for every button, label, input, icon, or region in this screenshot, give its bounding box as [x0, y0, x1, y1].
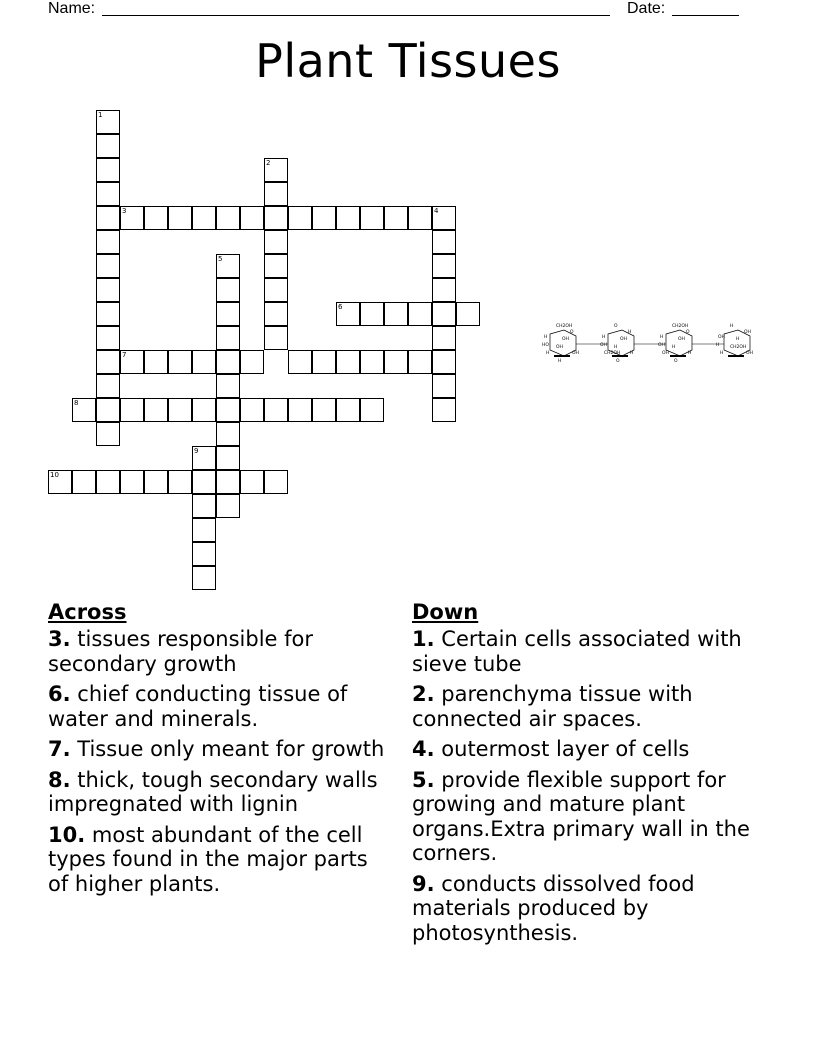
crossword-cell[interactable]: [96, 302, 120, 326]
molecule-label: H: [630, 351, 634, 356]
molecule-label: H: [602, 335, 606, 340]
molecule-label: H: [660, 335, 664, 340]
crossword-cell[interactable]: [96, 326, 120, 350]
crossword-cell[interactable]: [96, 110, 120, 134]
clue-number: 4.: [412, 737, 435, 761]
clue-text: outermost layer of cells: [441, 737, 690, 761]
crossword-cell[interactable]: [408, 302, 432, 326]
clue-number: 3: [122, 207, 127, 215]
molecule-label: CH2OH: [730, 345, 747, 350]
molecule-label: OH: [662, 351, 669, 356]
molecule-label: H: [736, 337, 740, 342]
crossword-cell[interactable]: [96, 134, 120, 158]
crossword-cell[interactable]: [432, 206, 456, 230]
crossword-cell[interactable]: [312, 398, 336, 422]
clue-number: 4: [434, 207, 439, 215]
clue-number: 9: [194, 447, 199, 455]
crossword-cell[interactable]: [192, 566, 216, 590]
across-clue: [48, 682, 393, 731]
crossword-cell[interactable]: [144, 206, 168, 230]
molecule-label: OH: [556, 345, 563, 350]
clue-text: thick, tough secondary walls impregnated with lignin: [48, 767, 378, 816]
crossword-cell[interactable]: [216, 254, 240, 278]
crossword-cell[interactable]: [72, 398, 96, 422]
crossword-cell[interactable]: [216, 278, 240, 302]
clue-text: chief conducting tissue of water and minerals.: [48, 682, 348, 731]
across-clue: [48, 737, 393, 762]
down-heading: Down: [412, 600, 479, 624]
clue-number: 7: [122, 351, 127, 359]
molecule-label: OH: [562, 337, 569, 342]
crossword-cell[interactable]: [360, 206, 384, 230]
crossword-cell[interactable]: [384, 302, 408, 326]
molecule-label: O: [616, 359, 620, 364]
clue-number: 10.: [48, 822, 86, 847]
crossword-cell[interactable]: [216, 374, 240, 398]
molecule-label: OH: [744, 330, 751, 335]
across-clue: [48, 627, 393, 676]
crossword-cell[interactable]: [192, 518, 216, 542]
crossword-cell[interactable]: [312, 350, 336, 374]
crossword-cell[interactable]: [168, 470, 192, 494]
molecule-label: OH: [678, 337, 685, 342]
crossword-cell[interactable]: [264, 398, 288, 422]
clue-number: 7.: [48, 737, 71, 761]
crossword-cell[interactable]: [96, 254, 120, 278]
down-clue: [412, 872, 757, 946]
crossword-cell[interactable]: [96, 182, 120, 206]
crossword-cell[interactable]: [336, 398, 360, 422]
crossword-cell[interactable]: [216, 350, 240, 374]
crossword-cell[interactable]: [264, 302, 288, 326]
molecule-label: H: [720, 351, 724, 356]
crossword-cell[interactable]: [408, 206, 432, 230]
clue-number: 3.: [48, 627, 71, 651]
molecule-label: O: [686, 330, 690, 335]
polysaccharide-structure-figure: [532, 320, 772, 380]
clue-number: 6: [338, 303, 343, 311]
crossword-cell[interactable]: [96, 206, 120, 230]
crossword-cell[interactable]: [264, 230, 288, 254]
clue-number: 2: [266, 159, 271, 167]
clue-number: 8: [74, 399, 79, 407]
crossword-cell[interactable]: [120, 470, 144, 494]
molecule-label: H: [716, 343, 720, 348]
crossword-cell[interactable]: [168, 398, 192, 422]
crossword-cell[interactable]: [96, 374, 120, 398]
clue-number: 8.: [48, 767, 71, 792]
crossword-cell[interactable]: [264, 182, 288, 206]
crossword-cell[interactable]: [192, 350, 216, 374]
molecule-label: OH: [572, 351, 579, 356]
crossword-cell[interactable]: [336, 350, 360, 374]
crossword-cell[interactable]: [432, 278, 456, 302]
molecule-label: O: [674, 359, 678, 364]
crossword-cell[interactable]: [144, 350, 168, 374]
down-clue: [412, 682, 757, 731]
crossword-cell[interactable]: [96, 470, 120, 494]
crossword-cell[interactable]: [120, 398, 144, 422]
across-clue: [48, 768, 393, 817]
clue-text: most abundant of the cell types found in the major parts of higher plants.: [48, 822, 368, 896]
crossword-cell[interactable]: [192, 470, 216, 494]
crossword-cell[interactable]: [288, 350, 312, 374]
crossword-cell[interactable]: [384, 206, 408, 230]
crossword-cell[interactable]: [120, 206, 144, 230]
clue-number: 10: [50, 471, 59, 479]
molecule-label: H: [558, 359, 562, 364]
down-clue: [412, 737, 757, 762]
molecule-label: H: [614, 345, 618, 350]
molecule-label: H: [544, 335, 548, 340]
crossword-cell[interactable]: [312, 206, 336, 230]
crossword-cell[interactable]: [96, 398, 120, 422]
molecule-label: OH: [746, 351, 753, 356]
molecule-label: H: [688, 351, 692, 356]
crossword-cell[interactable]: [96, 158, 120, 182]
crossword-cell[interactable]: [216, 206, 240, 230]
molecule-label: H: [546, 351, 550, 356]
crossword-cell[interactable]: [336, 302, 360, 326]
crossword-cell[interactable]: [264, 254, 288, 278]
page-title: Plant Tissues: [255, 34, 561, 88]
crossword-cell[interactable]: [432, 374, 456, 398]
molecule-label: O: [570, 330, 574, 335]
crossword-cell[interactable]: [432, 254, 456, 278]
crossword-cell[interactable]: [432, 302, 456, 326]
date-label: Date:: [627, 0, 666, 17]
crossword-cell[interactable]: [96, 278, 120, 302]
clue-number: 6.: [48, 682, 71, 706]
crossword-cell[interactable]: [216, 302, 240, 326]
crossword-cell[interactable]: [432, 398, 456, 422]
crossword-cell[interactable]: [120, 350, 144, 374]
crossword-cell[interactable]: [216, 422, 240, 446]
molecule-label: OH: [718, 335, 725, 340]
clue-number: 5: [218, 255, 223, 263]
crossword-cell[interactable]: [216, 446, 240, 470]
down-clue: [412, 768, 757, 866]
molecule-label: H: [672, 345, 676, 350]
clue-text: tissues responsible for secondary growth: [48, 627, 314, 676]
molecule-label: CH2OH: [604, 351, 621, 356]
clue-text: conducts dissolved food materials produced by photosynthesis.: [412, 871, 695, 945]
molecule-label: CH2OH: [672, 324, 689, 329]
crossword-cell[interactable]: [432, 326, 456, 350]
crossword-cell[interactable]: [216, 470, 240, 494]
across-clue: [48, 823, 393, 897]
crossword-cell[interactable]: [336, 206, 360, 230]
molecule-label: HO: [542, 343, 549, 348]
crossword-cell[interactable]: [144, 398, 168, 422]
crossword-cell[interactable]: [240, 470, 264, 494]
crossword-cell[interactable]: [432, 350, 456, 374]
crossword-cell[interactable]: [216, 326, 240, 350]
clue-text: provide flexible support for growing and mature plant organs.Extra primary wall in the corners.: [412, 767, 750, 865]
crossword-cell[interactable]: [96, 350, 120, 374]
molecule-label: CH2OH: [556, 324, 573, 329]
molecule-label: OH: [600, 343, 607, 348]
crossword-cell[interactable]: [168, 350, 192, 374]
crossword-cell[interactable]: [384, 350, 408, 374]
clue-number: 1.: [412, 627, 435, 651]
down-clues: [412, 600, 757, 951]
crossword-cell[interactable]: [240, 350, 264, 374]
crossword-cell[interactable]: [192, 398, 216, 422]
crossword-cell[interactable]: [408, 350, 432, 374]
clue-text: Tissue only meant for growth: [77, 737, 385, 761]
crossword-cell[interactable]: [192, 542, 216, 566]
crossword-cell[interactable]: [264, 278, 288, 302]
molecule-label: O: [614, 324, 618, 329]
crossword-cell[interactable]: [192, 206, 216, 230]
crossword-cell[interactable]: [432, 230, 456, 254]
crossword-cell[interactable]: [192, 446, 216, 470]
crossword-cell[interactable]: [264, 158, 288, 182]
clue-number: 1: [98, 111, 103, 119]
clue-number: 5.: [412, 767, 435, 792]
molecule-label: OH: [620, 337, 627, 342]
down-clue: [412, 627, 757, 676]
crossword-cell[interactable]: [96, 422, 120, 446]
crossword-cell[interactable]: [288, 398, 312, 422]
clue-text: parenchyma tissue with connected air spaces.: [412, 682, 693, 731]
crossword-cell[interactable]: [216, 398, 240, 422]
crossword-cell[interactable]: [48, 470, 72, 494]
molecule-label: H: [628, 330, 632, 335]
crossword-cell[interactable]: [264, 470, 288, 494]
crossword-cell[interactable]: [240, 206, 264, 230]
crossword-cell[interactable]: [360, 398, 384, 422]
across-heading: Across: [48, 600, 127, 624]
crossword-cell[interactable]: [288, 206, 312, 230]
crossword-cell[interactable]: [456, 302, 480, 326]
crossword-cell[interactable]: [144, 470, 168, 494]
clue-number: 9.: [412, 871, 435, 896]
clue-number: 2.: [412, 682, 435, 706]
name-label: Name:: [48, 0, 96, 17]
crossword-cell[interactable]: [360, 302, 384, 326]
crossword-cell[interactable]: [72, 470, 96, 494]
crossword-cell[interactable]: [264, 206, 288, 230]
crossword-cell[interactable]: [264, 326, 288, 350]
crossword-cell[interactable]: [192, 494, 216, 518]
crossword-cell[interactable]: [96, 230, 120, 254]
molecule-label: H: [730, 324, 734, 329]
crossword-cell[interactable]: [168, 206, 192, 230]
molecule-label: OH: [658, 343, 665, 348]
across-clues: [48, 600, 393, 902]
crossword-cell[interactable]: [216, 494, 240, 518]
crossword-cell[interactable]: [240, 398, 264, 422]
clue-text: Certain cells associated with sieve tube: [412, 627, 742, 676]
crossword-cell[interactable]: [360, 350, 384, 374]
